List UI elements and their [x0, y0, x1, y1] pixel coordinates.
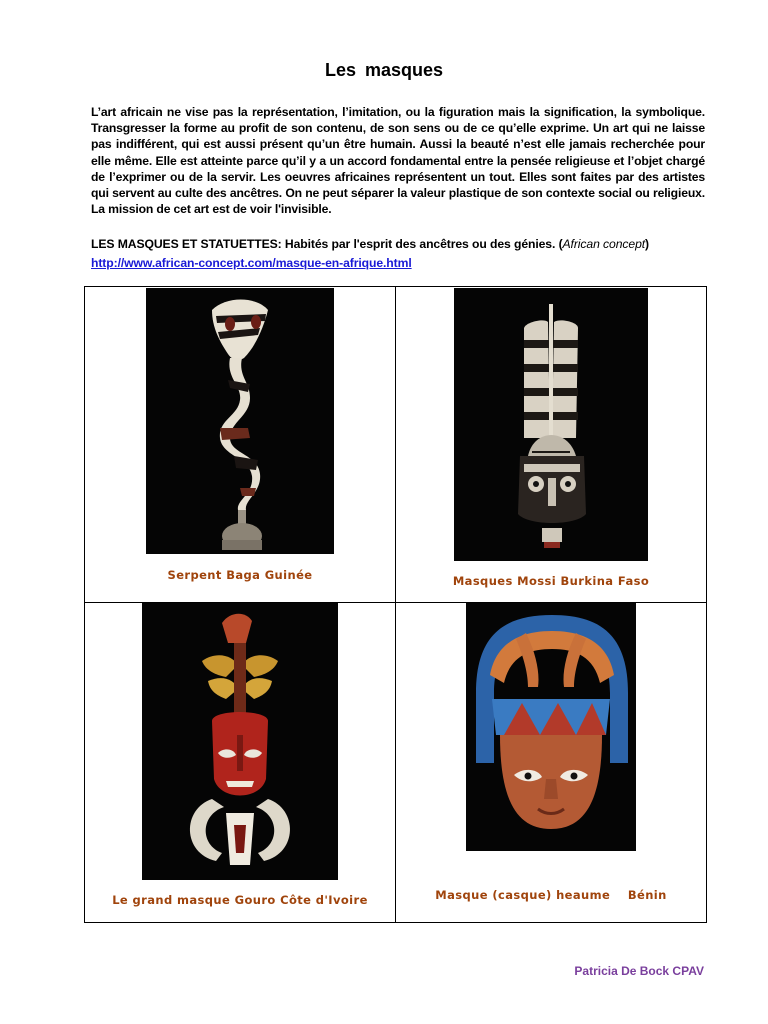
mossi-mask-photo: [454, 288, 648, 561]
reference-lead: LES MASQUES ET STATUETTES: Habités par l'esprit des ancêtres ou des génies. (: [91, 237, 563, 251]
intro-text: L’art africain ne vise pas la représentation, l’imitation, ou la figuration mais la signification, la symbolique. Transgresser la forme au profit de son contenu, de son sens ou de ce qu’elle exprime. Un art qui ne laisse pas indifférent, qui est aussi présent qu’un être humain. Aussi la beauté n’est elle jamais recherchée pour elle même. Elle est atteinte parce qu’il y a un accord fondamental entre la pensée religieuse et l’objet chargé de l’exprimer ou de la servir. Les oeuvres africaines représentent un tout. Elles sont faites par des artistes qui servent au culte des ancêtres. On ne peut séparer la valeur plastique de son contexte social ou religieux. La mission de cet art est de voir l'invisible.: [91, 105, 705, 217]
mask-gallery-table: [84, 286, 707, 923]
serpent-mask-icon: [146, 288, 334, 554]
intro-paragraph: [91, 104, 705, 217]
page-title: Les masques: [324, 60, 444, 80]
reference-source: African concept: [562, 237, 646, 251]
reference-link[interactable]: http://www.african-concept.com/masque-en-afrique.html: [91, 256, 412, 270]
helmet-mask-icon: [466, 603, 636, 851]
caption-mossi: Masques Mossi Burkina Faso: [452, 574, 650, 588]
caption-helmet: Masque (casque) heaume Bénin: [435, 888, 667, 902]
caption-gouro: Le grand masque Gouro Côte d'Ivoire: [112, 893, 368, 907]
gouro-mask-icon: [142, 603, 338, 880]
gallery-cell-mossi: [396, 287, 707, 603]
gouro-mask-photo: [142, 603, 338, 880]
helmet-mask-photo: [466, 603, 636, 851]
reference-block: [91, 235, 705, 273]
mossi-mask-icon: [454, 288, 648, 561]
caption-serpent: Serpent Baga Guinée: [167, 568, 313, 582]
serpent-mask-photo: [146, 288, 334, 554]
gallery-cell-serpent: [85, 287, 396, 603]
gallery-cell-helmet: [396, 603, 707, 923]
reference-close: ): [645, 237, 650, 251]
gallery-cell-gouro: [85, 603, 396, 923]
footer-author: Patricia De Bock CPAV: [574, 964, 704, 978]
